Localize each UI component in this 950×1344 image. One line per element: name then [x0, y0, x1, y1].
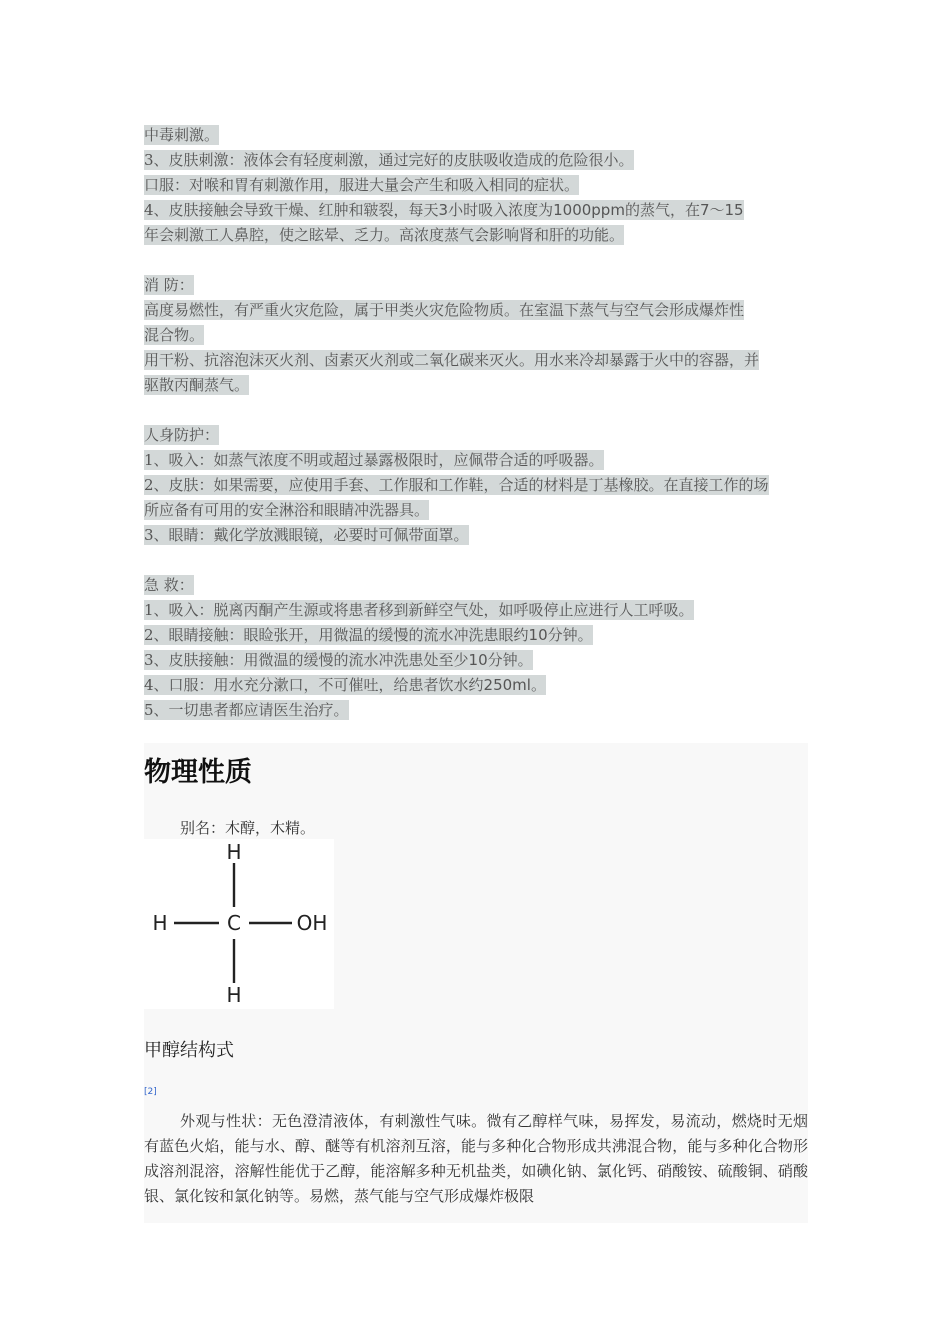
highlighted-text: 驱散丙酮蒸气。 [144, 376, 250, 394]
text-line [144, 173, 808, 198]
highlighted-text: 混合物。 [144, 326, 205, 344]
text-segment: 小时吸入浓度为 [448, 201, 554, 219]
highlighted-text: 人身防护： [144, 426, 220, 444]
text-line [144, 598, 808, 623]
number-value: 1000ppm [553, 201, 625, 219]
highlighted-text: 急 救： [144, 576, 194, 594]
highlighted-text: 用干粉、抗溶泡沫灭火剂、卤素灭火剂或二氧化碳来灭火。用水来冷却暴露于火中的容器，并 [144, 351, 760, 369]
atom-label-left: H [152, 911, 168, 935]
text-line [144, 623, 808, 648]
protection-heading [144, 423, 808, 448]
text-line [144, 673, 808, 698]
text-line [144, 373, 808, 398]
text-line [144, 323, 808, 348]
text-line [144, 498, 808, 523]
highlighted-text: 3、眼睛：戴化学放溅眼镜，必要时可佩带面罩。 [144, 526, 469, 544]
highlighted-text: 消 防： [144, 276, 194, 294]
highlighted-text: 5、一切患者都应请医生治疗。 [144, 701, 349, 719]
text-line [144, 298, 808, 323]
spacer [144, 248, 808, 273]
atom-label-center: C [227, 911, 241, 935]
highlighted-text: 2、皮肤：如果需要，应使用手套、工作服和工作鞋，合适的材料是丁基橡胶。在直接工作的场 [144, 476, 769, 494]
atom-label-top: H [226, 840, 242, 864]
highlighted-text: 口服：对喉和胃有刺激作用，服进大量会产生和吸入相同的症状。 [144, 176, 580, 194]
highlighted-text-section [144, 123, 808, 723]
atom-label-right: OH [296, 911, 328, 935]
text-segment: 3、皮肤接触：用微温的缓慢的流水冲洗患处至少 [144, 651, 469, 669]
number-value: 250ml [483, 676, 531, 694]
text-line [144, 223, 808, 248]
text-segment: 。 [530, 676, 546, 694]
text-segment: 分钟。 [547, 626, 593, 644]
text-segment: 2、眼睛接触：眼睑张开，用微温的缓慢的流水冲洗患眼约 [144, 626, 529, 644]
fire-heading [144, 273, 808, 298]
highlighted-text: 中毒刺激。 [144, 126, 220, 144]
text-segment: 分钟。 [487, 651, 533, 669]
text-line [144, 523, 808, 548]
highlighted-text [144, 675, 546, 695]
number-value: 10 [468, 651, 488, 669]
highlighted-text [144, 200, 744, 220]
highlighted-text: 年会刺激工人鼻腔，使之眩晕、乏力。高浓度蒸气会影响肾和肝的功能。 [144, 226, 625, 244]
text-line [144, 123, 808, 148]
text-segment: 4、皮肤接触会导致干燥、红肿和皲裂，每天 [144, 201, 439, 219]
text-line [144, 648, 808, 673]
highlighted-text [144, 650, 533, 670]
highlighted-text: 3、皮肤刺激：液体会有轻度刺激，通过完好的皮肤吸收造成的危险很小。 [144, 151, 634, 169]
number-value: 7～15 [699, 201, 744, 219]
methanol-structure-image [144, 839, 334, 1009]
highlighted-text: 高度易燃性，有严重火灾危险，属于甲类火灾危险物质。在室温下蒸气与空气会形成爆炸性 [144, 301, 745, 319]
text-segment: 的蒸气，在 [624, 201, 700, 219]
text-line [144, 473, 808, 498]
reference-link[interactable]: [2] [144, 1087, 157, 1097]
appearance-paragraph: 外观与性状：无色澄清液体，有刺激性气味。微有乙醇样气味，易挥发，易流动，燃烧时无烟有蓝色火焰，能与水、醇、醚等有机溶剂互溶，能与多种化合物形成共沸混合物，能与多种化合物形成溶剂混溶，溶解性能优于乙醇，能溶解多种无机盐类，如碘化钠、氯化钙、硝酸铵、硫酸铜、硝酸银、氯化铵和氯化钠等。易燃，蒸气能与空气形成爆炸极限 [144, 1112, 808, 1205]
highlighted-text [144, 625, 593, 645]
spacer [144, 398, 808, 423]
image-caption: 甲醇结构式 [144, 1040, 234, 1061]
highlighted-text: 1、吸入：脱离丙酮产生源或将患者移到新鲜空气处，如呼吸停止应进行人工呼吸。 [144, 601, 694, 619]
alias-text: 别名：木醇，木精。 [180, 819, 316, 837]
text-line [144, 148, 808, 173]
text-segment: 4、口服：用水充分漱口，不可催吐，给患者饮水约 [144, 676, 484, 694]
text-line [144, 198, 808, 223]
number-value: 3 [438, 201, 449, 219]
highlighted-text: 所应备有可用的安全淋浴和眼睛冲洗器具。 [144, 501, 430, 519]
number-value: 10 [528, 626, 548, 644]
spacer [144, 548, 808, 573]
section-title: 物理性质 [144, 757, 252, 788]
text-line [144, 698, 808, 723]
highlighted-text: 1、吸入：如蒸气浓度不明或超过暴露极限时，应佩带合适的呼吸器。 [144, 451, 604, 469]
atom-label-bottom: H [226, 983, 242, 1007]
text-line [144, 448, 808, 473]
physical-properties-section [144, 743, 808, 1223]
firstaid-heading [144, 573, 808, 598]
text-line [144, 348, 808, 373]
